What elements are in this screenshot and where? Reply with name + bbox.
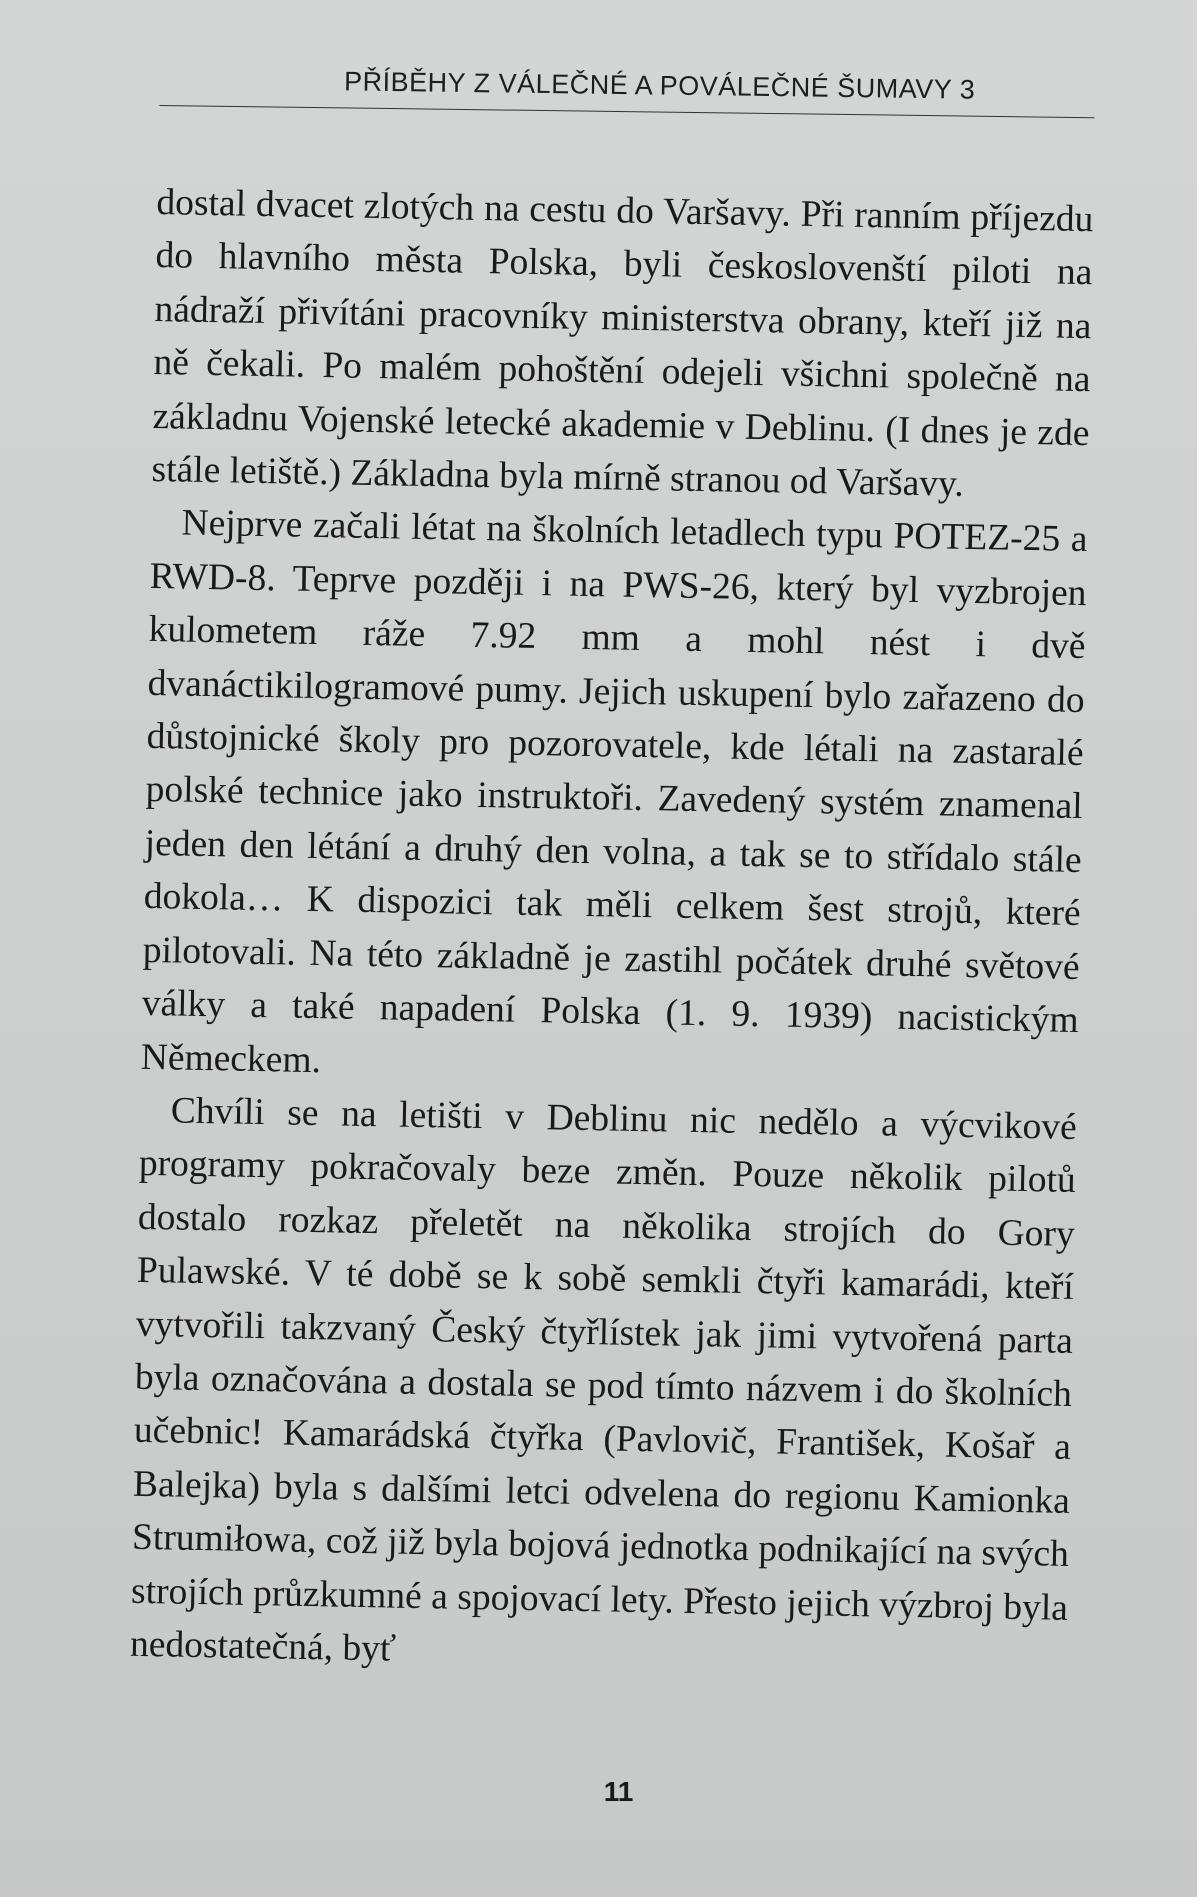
paragraph: Chvíli se na letišti v Deblinu nic nedělo a výcvikové programy pokračovaly beze změn. Pouze několik pilotů dostalo rozkaz přeletět na několika strojích do Gory Pulawské. V té době se k sobě semkli čtyři kamarádi, kteří vytvořili takzvaný Český čtyřlístek jak jimi vytvořená parta byla označována a dostala se pod tímto názvem i do školních učebnic! Kamarádská čtyřka (Pavlovič, František, Košař a Balejka) byla s dalšími letci odvelena do regionu Kamionka Strumiłowa, což již byla bojová jednotka podnikající na svých strojích průzkumné a spojovací lety. Přesto jejich výzbroj byla nedostatečná, byť (129, 1090, 1078, 1670)
page-number: 11 (603, 1776, 634, 1807)
paragraph: dostal dvacet zlotých na cestu do Varšavy. Při ranním příjezdu do hlavního města Polska, byli českoslovenští piloti na nádraží přivítáni pracovníky ministerstva obrany, kteří již na ně čekali. Po malém pohoštění odejeli všichni společně na základnu Vojenské letecké akademie v Deblinu. (I dnes je zde stále letiště.) Základna byla mírně stranou od Varšavy. (151, 181, 1094, 505)
header-rule (159, 105, 1094, 118)
running-header (159, 62, 1095, 134)
paragraph: Nejprve začali létat na školních letadlech typu POTEZ-25 a RWD-8. Teprve později i na PWS-26, který byl vyzbrojen kulometem ráže 7.92 mm a mohl nést i dvě dvanáctikilogramové pumy. Jejich uskupení bylo zařazeno do důstojnické školy pro pozorovatele, kde létali na zastaralé polské technice jako instruktoři. Zavedený systém znamenal jeden den létání a druhý den volna, a tak se to střídalo stále dokola… K dispozici tak měli celkem šest strojů, které pilotovali. Na této základně je zastihl počátek druhé světové války a také napadení Polska (1. 9. 1939) nacistickým Německem. (140, 502, 1088, 1081)
running-header-title: PŘÍBĚHY Z VÁLEČNÉ A POVÁLEČNÉ ŠUMAVY 3 (343, 66, 976, 105)
body-text (130, 176, 1094, 1688)
